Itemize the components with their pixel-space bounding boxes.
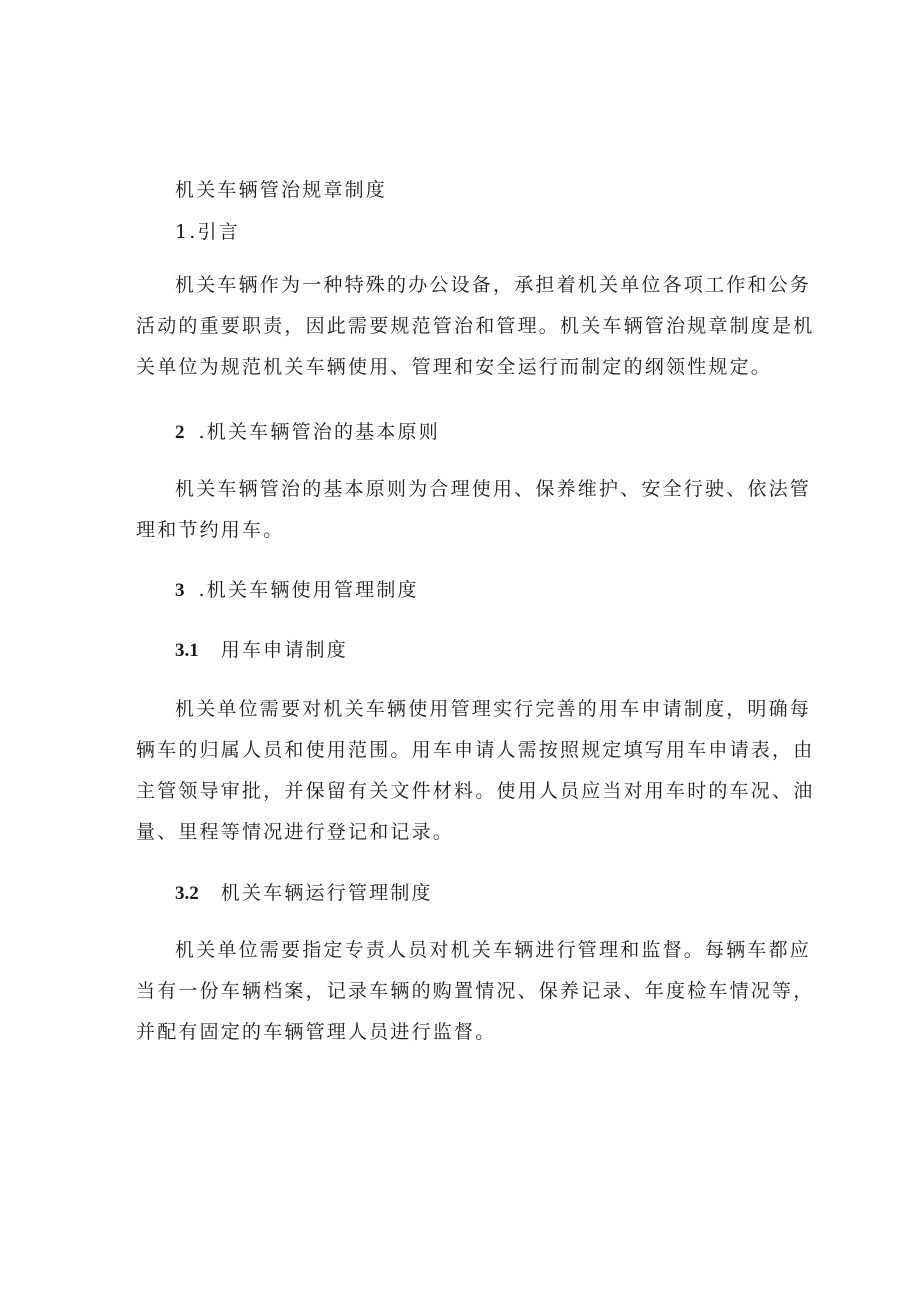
section-2-number: 2 [175, 422, 185, 443]
subsection-3-1-para-line-1: 机关单位需要对机关车辆使用管理实行完善的用车申请制度，明确每 [175, 698, 812, 720]
subsection-3-1-para-line-4: 量、里程等情况进行登记和记录。 [136, 821, 455, 843]
subsection-3-1-para-line-2: 辆车的归属人员和使用范围。用车申请人需按照规定填写用车申请表，由 [136, 739, 815, 761]
document-title: 机关车辆管治规章制度 [175, 179, 388, 201]
subsection-3-2-title: 机关车辆运行管理制度 [220, 882, 433, 904]
subsection-3-2-heading [175, 881, 433, 906]
section-2-title: .机关车辆管治的基本原则 [198, 421, 440, 443]
subsection-3-2-para-line-2: 当有一份车辆档案，记录车辆的购置情况、保养记录、年度检车情况等， [136, 980, 815, 1002]
section-3-heading [175, 578, 419, 603]
section-1-number: 1. [175, 221, 198, 243]
section-3-number: 3 [175, 580, 185, 601]
section-3-title: .机关车辆使用管理制度 [198, 579, 419, 601]
section-1-para-line-3: 关单位为规范机关车辆使用、管理和安全运行而制定的纲领性规定。 [136, 356, 773, 378]
section-1-heading [175, 220, 240, 244]
subsection-3-1-heading [175, 638, 348, 663]
subsection-3-1-title: 用车申请制度 [220, 639, 348, 661]
section-1-title: 引言 [197, 221, 240, 243]
section-2-para-line-2: 理和节约用车。 [136, 519, 285, 541]
subsection-3-1-number: 3.1 [175, 640, 199, 661]
subsection-3-1-para-line-3: 主管领导审批，并保留有关文件材料。使用人员应当对用车时的车况、油 [136, 780, 815, 802]
subsection-3-2-para-line-1: 机关单位需要指定专责人员对机关车辆进行管理和监督。每辆车都应 [175, 939, 812, 961]
section-1-para-line-2: 活动的重要职责，因此需要规范管治和管理。机关车辆管治规章制度是机 [136, 315, 815, 337]
section-1-para-line-1: 机关车辆作为一种特殊的办公设备，承担着机关单位各项工作和公务 [175, 274, 812, 296]
subsection-3-2-para-line-3: 并配有固定的车辆管理人员进行监督。 [136, 1021, 497, 1043]
subsection-3-2-number: 3.2 [175, 883, 199, 904]
section-2-para-line-1: 机关车辆管治的基本原则为合理使用、保养维护、安全行驶、依法管 [175, 478, 812, 500]
section-2-heading [175, 420, 440, 445]
